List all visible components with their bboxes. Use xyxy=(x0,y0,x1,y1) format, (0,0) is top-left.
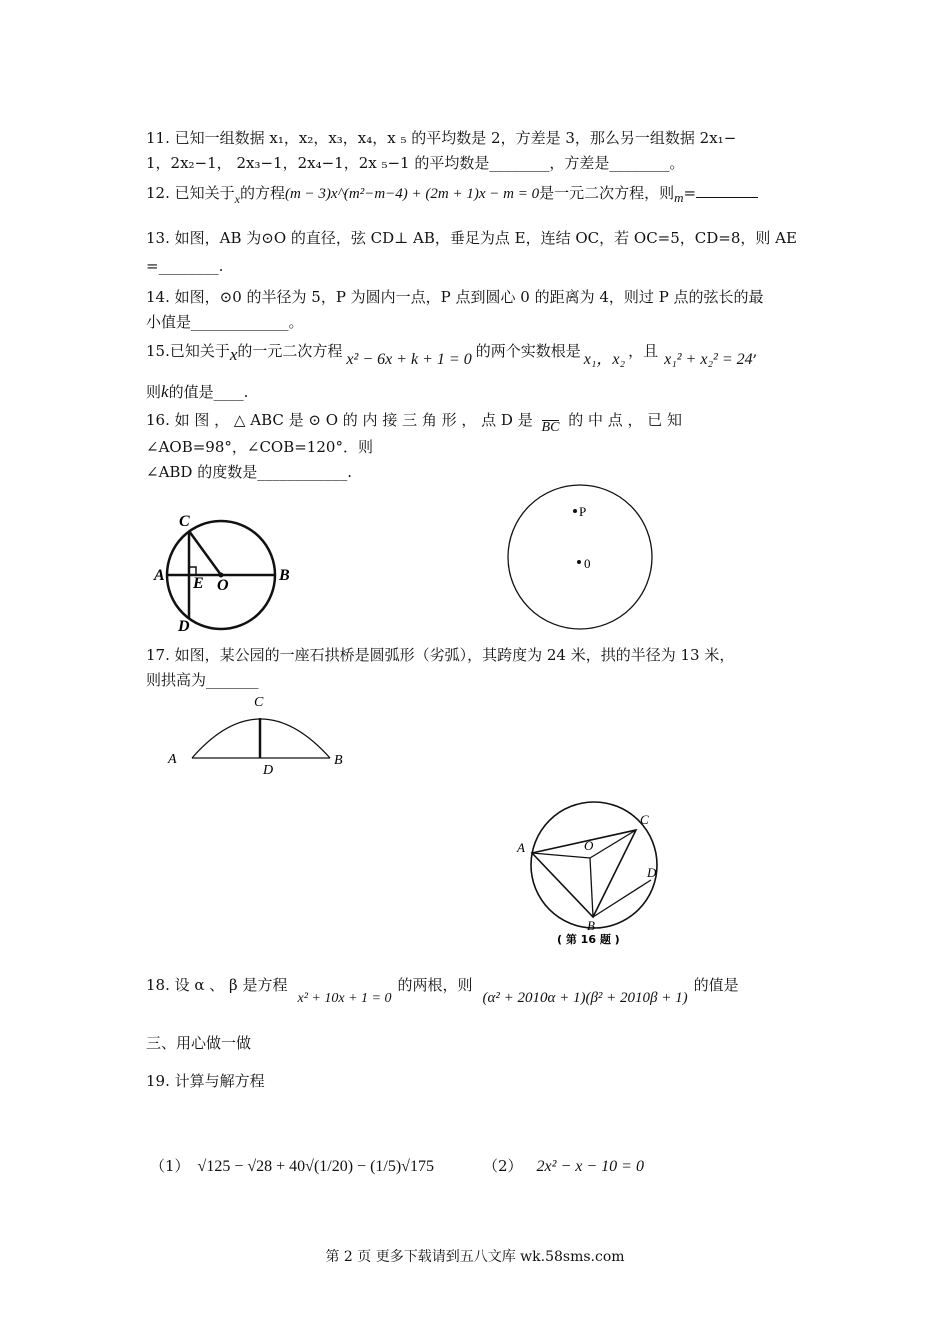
q19-part1-label: （1） xyxy=(150,1157,190,1175)
q16-line1a: 16. 如 图 ， △ ABC 是 ⊙ O 的 内 接 三 角 形 ， 点 D 是 xyxy=(146,411,533,429)
q18-prefix: 18. 设 α 、 β 是方程 xyxy=(146,976,288,994)
fig14-label-p: P xyxy=(579,504,587,519)
q19-part2-label: （2） xyxy=(483,1157,523,1175)
fig16-inscribed-triangle-diagram xyxy=(510,800,670,950)
q15-mid3: ，且 xyxy=(628,342,659,360)
q12-prefix: 12. 已知关于 xyxy=(146,184,235,202)
q19-part2 xyxy=(483,1156,644,1177)
q16-line1b: 的 中 点 ， 已 知 xyxy=(568,411,683,429)
q15-line2-prefix: 则 xyxy=(146,383,162,401)
fig14-circle-diagram xyxy=(505,488,655,628)
q15-line2-suffix: 的值是____. xyxy=(168,383,249,401)
q12-var: x xyxy=(234,192,240,206)
q18-expression: (α² + 2010α + 1)(β² + 2010β + 1) xyxy=(482,990,688,1006)
q11-line2: 1，2x₂−1， 2x₃−1，2x₄−1，2x ₅−1 的平均数是________，方差是________。 xyxy=(146,154,685,172)
q16-arc-bc: BC xyxy=(541,420,560,435)
q12-suffix: 是一元二次方程，则 xyxy=(539,184,675,202)
q18-mid: 的两根，则 xyxy=(397,976,473,994)
fig16-circle xyxy=(531,802,657,928)
section3-heading: 三、用心做一做 xyxy=(146,1034,252,1052)
q15-line1: 15.已知关于x的一元二次方程 x² − 6x + k + 1 = 0 的两个实数根是 x₁，x₂ ，且 x₁² + x₂² = 24, xyxy=(146,342,758,368)
q18-line xyxy=(146,975,739,1009)
q19-title: 19. 计算与解方程 xyxy=(146,1072,265,1090)
fig17-label-c: C xyxy=(254,695,264,710)
q15-mid2: 的两个实数根是 xyxy=(475,342,581,360)
q14-line2: 小值是_____________。 xyxy=(146,313,304,331)
fig13-label-d: D xyxy=(178,618,190,635)
q19-part1 xyxy=(150,1156,434,1177)
q17-line2: 则拱高为_______ xyxy=(146,671,259,689)
q12-equation: (m − 3)x^(m²−m−4) + (2m + 1)x − m = 0 xyxy=(284,186,540,202)
fig13-label-o: O xyxy=(217,577,229,594)
q18-suffix: 的值是 xyxy=(693,976,739,994)
q15-roots: x₁，x₂ xyxy=(583,351,626,368)
q13-line2: =________. xyxy=(146,257,224,275)
q15-line2-var: k xyxy=(161,382,169,401)
q12-answer-blank xyxy=(696,181,758,198)
fig17-arch-diagram xyxy=(160,690,360,780)
fig17-label-b: B xyxy=(334,753,343,768)
fig13-circle-diagram xyxy=(145,505,305,635)
q16-line1 xyxy=(146,410,682,435)
q18-equation: x² + 10x + 1 = 0 xyxy=(297,991,392,1006)
fig16-segment-ao xyxy=(532,853,590,858)
fig13-label-e: E xyxy=(193,575,204,592)
q11-line1: 11. 已知一组数据 x₁，x₂，x₃，x₄，x ₅ 的平均数是 2，方差是 3，那么另一组数据 2x₁− xyxy=(146,129,737,147)
fig16-label-o: O xyxy=(584,838,594,853)
fig16-segment-ob xyxy=(590,858,593,917)
fig14-center-point xyxy=(577,560,581,564)
q14-line1: 14. 如图，⊙0 的半径为 5，P 为圆内一点，P 点到圆心 0 的距离为 4，则过 P 点的弦长的最 xyxy=(146,288,764,306)
q15-var: x xyxy=(229,345,238,364)
q15-equation: x² − 6x + k + 1 = 0 xyxy=(346,351,472,368)
q15-prefix: 15.已知关于 xyxy=(146,342,230,360)
fig13-label-a: A xyxy=(154,567,165,584)
fig17-label-a: A xyxy=(168,752,177,767)
fig16-label-b: B xyxy=(587,918,595,933)
q15-condition: x₁² + x₂² = 24 xyxy=(664,351,753,368)
q15-line2 xyxy=(146,382,248,402)
q12-line xyxy=(146,181,758,209)
fig16-label-d: D xyxy=(647,865,657,880)
q13-line1: 13. 如图，AB 为⊙O 的直径，弦 CD⊥ AB，垂足为点 E，连结 OC，若 OC=5，CD=8，则 AE xyxy=(146,229,797,247)
fig13-label-b: B xyxy=(279,567,290,584)
fig13-label-c: C xyxy=(179,513,190,530)
q16-line2: ∠AOB=98°，∠COB=120°．则 xyxy=(146,438,373,456)
q12-mid: 的方程 xyxy=(239,184,285,202)
q12-var2: m xyxy=(674,190,684,205)
fig17-label-d: D xyxy=(263,763,274,778)
q16-line3: ∠ABD 的度数是____________. xyxy=(146,463,352,481)
page-footer: 第 2 页 更多下载请到五八文库 wk.58sms.com xyxy=(325,1249,625,1265)
q19-part1-expression: √125 − √28 + 40√(1/20) − (1/5)√175 xyxy=(197,1158,434,1175)
fig13-segment-oc xyxy=(189,531,221,575)
fig14-label-0: 0 xyxy=(584,556,591,571)
fig16-label-a: A xyxy=(517,840,525,855)
fig14-point-p xyxy=(573,509,577,513)
q19-part2-expression: 2x² − x − 10 = 0 xyxy=(536,1158,644,1175)
q12-eq: = xyxy=(683,184,697,202)
fig16-label-c: C xyxy=(640,812,649,827)
fig16-caption: ( 第 16 题 ) xyxy=(557,933,620,946)
q17-line1: 17. 如图，某公园的一座石拱桥是圆弧形（劣弧），其跨度为 24 米，拱的半径为 13 米， xyxy=(146,646,735,664)
q15-mid: 的一元二次方程 xyxy=(237,342,343,360)
